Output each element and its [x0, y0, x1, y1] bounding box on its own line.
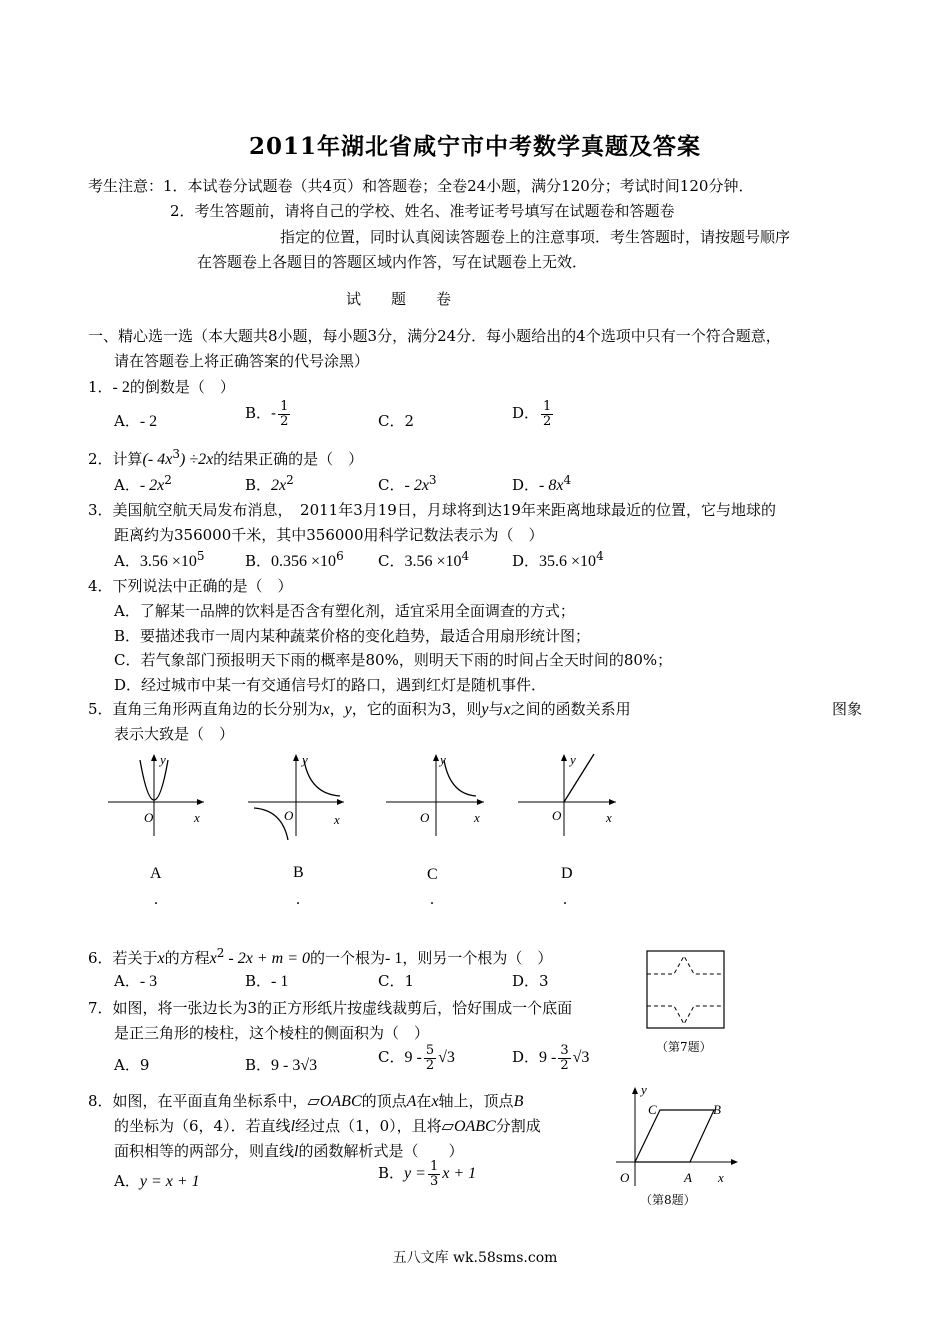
q7-caption: （第7题）: [656, 1040, 712, 1054]
part1-heading-2: 请在答题卷上将正确答案的代号涂黑）: [114, 352, 370, 370]
q8-stem-2: 的坐标为（6，4）．若直线l经过点（1，0），且将▱OABC分割成: [114, 1117, 541, 1135]
section-title: 试 题 卷: [346, 290, 452, 308]
q5-dot-b: .: [296, 891, 300, 908]
q8-figure: [612, 1082, 744, 1192]
q5-graph-b-x-label: x: [334, 812, 340, 827]
part1-heading: 一、精心选一选（本大题共8小题，每小题3分，满分24分．每小题给出的4个选项中只有一个符合题意，: [88, 327, 781, 345]
q5-graph-d-x-label: x: [606, 810, 612, 825]
q4-option-d: D．经过城市中某一有交通信号灯的路口，遇到红灯是随机事件．: [114, 676, 547, 694]
notice-line-1: 考生注意：1．本试卷分试题卷（共4页）和答题卷；全卷24小题，满分120分；考试时间120分钟．: [88, 177, 754, 195]
q4-option-a: A．了解某一品牌的饮料是否含有塑化剂，适宜采用全面调查的方式；: [114, 602, 575, 620]
q3-option-a: A．$3.56 \times 10^5$: [114, 549, 205, 570]
q3-stem-1: 3．美国航空航天局发布消息， 2011年3月19日，月球将到达19年来距离地球最近的位置，它与地球的: [88, 501, 776, 519]
q4-option-c: C．若气象部门预报明天下雨的概率是80%，则明天下雨的时间占全天时间的80%；: [114, 651, 673, 669]
q3-option-b: B．$0.356 \times 10^6$: [245, 549, 344, 570]
q5-label-d: D: [561, 865, 573, 882]
notice-line-3: 指定的位置，同时认真阅读答题卷上的注意事项．考生答题时，请按题号顺序: [280, 228, 791, 246]
page-title: 2011年湖北省咸宁市中考数学真题及答案: [248, 133, 701, 160]
q5-label-b: B: [293, 864, 304, 881]
q6-option-d: D．3: [512, 972, 549, 990]
q2-option-c: C．- $2x^3$: [378, 473, 437, 494]
q6-option-a: A．- 3: [114, 972, 158, 990]
q5-graph-a: [100, 750, 210, 840]
q7-option-d: D．9 - $\frac{3}{2}$ √3: [512, 1043, 590, 1073]
q5-graph-c-y-label: y: [440, 752, 446, 767]
q3-option-c: C．$3.56 \times 10^4$: [378, 549, 470, 570]
q5-stem-tail: 图象: [832, 700, 863, 718]
q8-option-a: A．y = x + 1: [114, 1172, 200, 1190]
q6-option-b: B．- 1: [245, 972, 289, 990]
q7-option-a: A．9: [114, 1056, 150, 1074]
q7-figure: [646, 950, 726, 1032]
q5-dot-c: .: [430, 891, 434, 908]
q8-figure-point-b: B: [713, 1102, 721, 1117]
q8-caption: （第8题）: [640, 1193, 696, 1207]
q7-stem-2: 是正三角形的棱柱，这个棱柱的侧面积为（ ）: [114, 1024, 430, 1042]
q5-graph-a-y-label: y: [160, 752, 166, 767]
q3-option-d: D．$35.6 \times 10^4$: [512, 549, 604, 570]
q8-stem-3: 面积相等的两部分，则直线l的函数解析式是（ ）: [114, 1142, 464, 1160]
q5-graph-a-x-label: x: [194, 810, 200, 825]
q5-dot-d: .: [563, 891, 567, 908]
q8-figure-point-c: C: [648, 1102, 657, 1117]
q5-graph-b-origin: O: [284, 808, 294, 823]
q5-graph-d-origin: O: [552, 808, 562, 823]
q2-stem: 2．计算(- $4x^3) \div 2x$的结果正确的是（ ）: [88, 447, 364, 468]
q2-option-b: B．$2x^2$: [245, 473, 294, 494]
q5-graph-d: [512, 750, 622, 840]
q6-option-c: C．1: [378, 972, 415, 990]
q6-stem: 6．若关于x的方程$x^2 - 2x + m = 0$的一个根为- 1，则另一个根为（ ）: [88, 946, 553, 967]
q1-stem: 1．- 2的倒数是（ ）: [88, 378, 235, 396]
q5-graph-b-y-label: y: [302, 752, 308, 767]
q8-figure-origin: O: [620, 1170, 630, 1185]
q7-stem-1: 7．如图，将一张边长为3的正方形纸片按虚线裁剪后，恰好围成一个底面: [88, 999, 573, 1017]
q5-dot-a: .: [154, 891, 158, 908]
q5-label-a: A: [150, 865, 162, 882]
q8-figure-y-label: y: [641, 1082, 647, 1097]
q5-graph-c-x-label: x: [474, 810, 480, 825]
q8-figure-point-a: A: [684, 1170, 692, 1185]
footer-watermark: 五八文库 wk.58sms.com: [392, 1250, 558, 1266]
q8-figure-x-label: x: [718, 1170, 724, 1185]
q5-label-c: C: [427, 866, 438, 883]
notice-line-4: 在答题卷上各题目的答题区域内作答，写在试题卷上无效．: [197, 253, 588, 271]
q1-option-a: A．- 2: [114, 412, 158, 430]
q7-option-b: B．9 - 3√3: [245, 1056, 318, 1074]
q1-option-d: D． $\frac{1}{2}$: [512, 399, 552, 429]
q4-option-b: B．要描述我市一周内某种蔬菜价格的变化趋势，最适合用扇形统计图；: [114, 627, 591, 645]
q5-stem-2: 表示大致是（ ）: [114, 725, 235, 743]
notice-line-2: 2．考生答题前，请将自己的学校、姓名、准考证考号填写在试题卷和答题卷: [170, 202, 675, 220]
q5-stem-1: 5．直角三角形两直角边的长分别为x，y，它的面积为3，则y与x之间的函数关系用: [88, 700, 631, 718]
q2-option-d: D．- $8x^4$: [512, 473, 572, 494]
q3-stem-2: 距离约为356000千米，其中356000用科学记数法表示为（ ）: [114, 526, 544, 544]
q5-graph-d-y-label: y: [570, 752, 576, 767]
q1-option-b: B．- $\frac{1}{2}$: [245, 399, 289, 429]
q1-option-c: C．2: [378, 412, 415, 430]
q8-stem-1: 8．如图，在平面直角坐标系中，▱OABC的顶点A在x轴上，顶点B: [88, 1092, 524, 1110]
q5-graph-c: [380, 750, 490, 840]
q5-graph-b: [240, 750, 350, 840]
q5-graph-a-origin: O: [144, 810, 154, 825]
q7-option-c: C．9 - $\frac{5}{2}$ √3: [378, 1043, 455, 1073]
q8-option-b: B．y = $\frac{1}{3}$ x + 1: [378, 1159, 477, 1189]
q2-option-a: A．- $2x^2$: [114, 473, 172, 494]
q4-stem: 4．下列说法中正确的是（ ）: [88, 577, 293, 595]
q5-graph-c-origin: O: [420, 810, 430, 825]
